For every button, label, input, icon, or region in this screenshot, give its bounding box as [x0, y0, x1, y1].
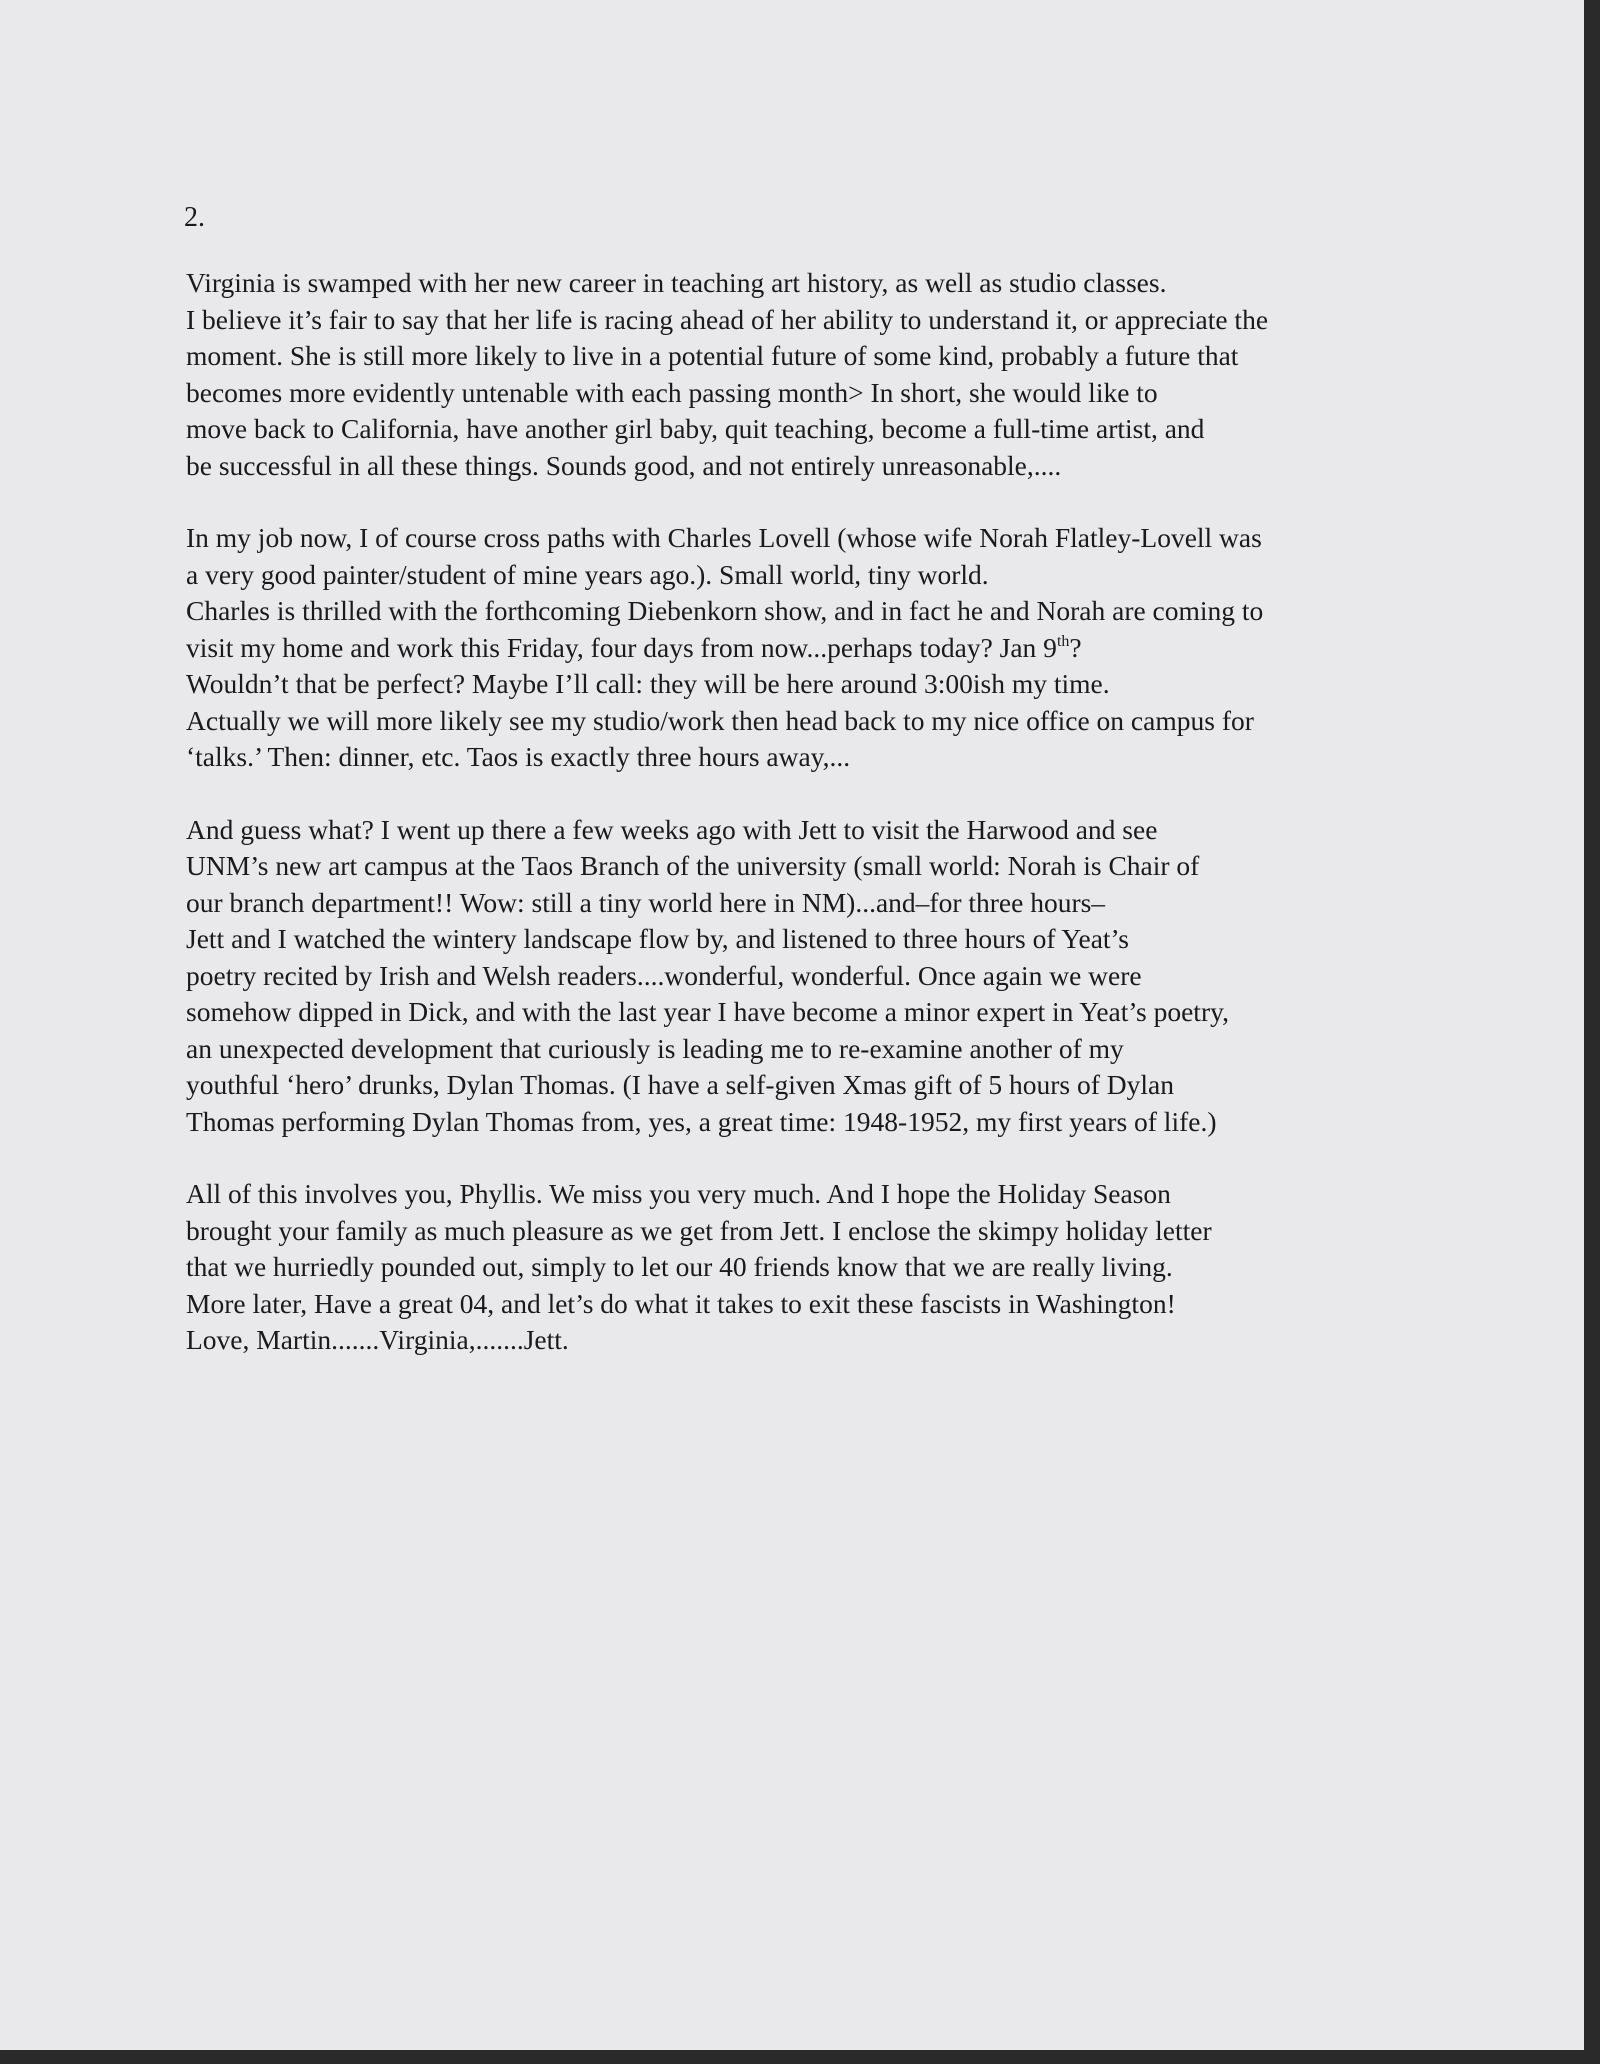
- text-line: More later, Have a great 04, and let’s do what it takes to exit these fascists in Washington!: [186, 1287, 1176, 1319]
- text-line: Virginia is swamped with her new career in teaching art history, as well as studio classes.: [186, 267, 1167, 298]
- text-line: youthful ‘hero’ drunks, Dylan Thomas. (I have a self-given Xmas gift of 5 hours of Dylan: [186, 1069, 1174, 1100]
- text-line: All of this involves you, Phyllis. We miss you very much. And I hope the Holiday Season: [186, 1178, 1171, 1209]
- page-number: 2.: [184, 202, 205, 233]
- date-question-mark: ?: [1069, 631, 1082, 663]
- text-line: poetry recited by Irish and Welsh readers....wonderful, wonderful. Once again we were: [186, 959, 1142, 991]
- paragraph-closing: [186, 1176, 1456, 1359]
- text-line: becomes more evidently untenable with each passing month> In short, she would like to: [186, 376, 1158, 408]
- text-line: brought your family as much pleasure as we get from Jett. I enclose the skimpy holiday letter: [186, 1214, 1212, 1246]
- text-line: UNM’s new art campus at the Taos Branch of the university (small world: Norah is Chair of: [186, 850, 1200, 881]
- paragraph-virginia: [186, 265, 1456, 484]
- text-line-with-date: [186, 630, 1456, 667]
- text-line: move back to California, have another girl baby, quit teaching, become a full-time artist, and: [186, 413, 1205, 444]
- text-line: In my job now, I of course cross paths with Charles Lovell (whose wife Norah Flatley-Lovell was: [186, 522, 1262, 553]
- text-line: And guess what? I went up there a few weeks ago with Jett to visit the Harwood and see: [186, 813, 1158, 845]
- text-line: our branch department!! Wow: still a tiny world here in NM)...and–for three hours–: [186, 886, 1106, 918]
- paragraph-charles-lovell: [186, 520, 1456, 776]
- date-superscript: th: [1056, 632, 1070, 650]
- text-line: Thomas performing Dylan Thomas from, yes, a great time: 1948-1952, my first years of life.): [186, 1105, 1217, 1137]
- paragraph-taos-trip: [186, 812, 1456, 1141]
- text-line: Wouldn’t that be perfect? Maybe I’ll call: they will be here around 3:00ish my time.: [186, 668, 1110, 699]
- text-line: a very good painter/student of mine years ago.). Small world, tiny world.: [186, 558, 989, 590]
- text-line: Charles is thrilled with the forthcoming Diebenkorn show, and in fact he and Norah are coming to: [186, 595, 1264, 626]
- text-line: ‘talks.’ Then: dinner, etc. Taos is exactly three hours away,...: [186, 741, 851, 772]
- signature-line: Love, Martin.......Virginia,.......Jett.: [186, 1324, 569, 1355]
- text-line: Actually we will more likely see my studio/work then head back to my nice office on campus for: [186, 704, 1254, 736]
- text-line: be successful in all these things. Sounds good, and not entirely unreasonable,....: [186, 449, 1062, 481]
- text-line: Jett and I watched the wintery landscape flow by, and listened to three hours of Yeat’s: [186, 923, 1129, 954]
- letter-body: [186, 265, 1456, 1395]
- text-line: I believe it’s fair to say that her life is racing ahead of her ability to understand it, or appreciate the: [186, 303, 1269, 335]
- text-line: an unexpected development that curiously is leading me to re-examine another of my: [186, 1032, 1124, 1064]
- text-line: somehow dipped in Dick, and with the last year I have become a minor expert in Yeat’s poetry,: [186, 996, 1229, 1027]
- text-line-main: visit my home and work this Friday, four days from now...perhaps today? Jan 9: [186, 631, 1057, 663]
- text-line: moment. She is still more likely to live in a potential future of some kind, probably a future that: [186, 340, 1239, 371]
- text-line: that we hurriedly pounded out, simply to let our 40 friends know that we are really living.: [186, 1251, 1173, 1282]
